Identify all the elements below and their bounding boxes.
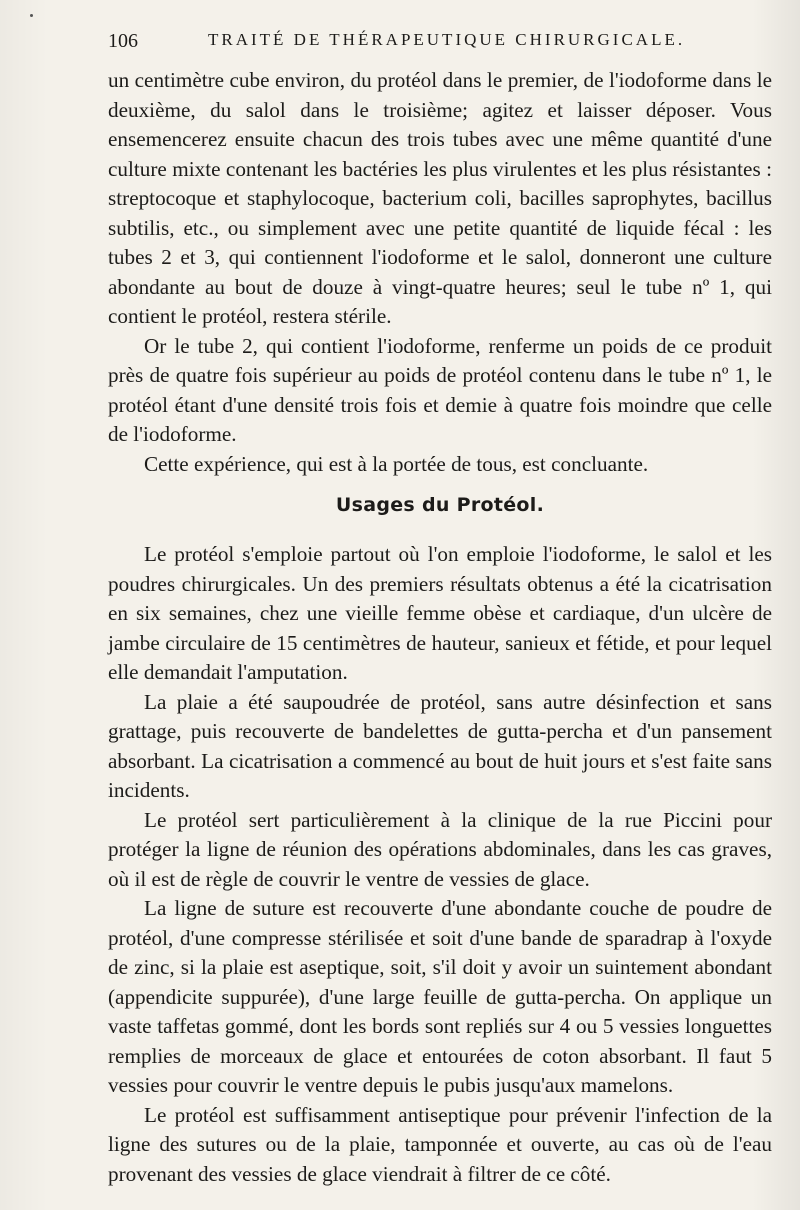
page-number: 106 (108, 30, 138, 52)
text-block-bottom (108, 540, 772, 1189)
paragraph-continuation: un centimètre cube environ, du protéol dans le premier, de l'iodoforme dans le deuxième, du salol dans le troisième; agitez et laisser déposer. Vous ensemencerez ensuite chacun des trois tubes avec une même quantité d'une culture mixte contenant les bactéries les plus virulentes et les plus résistantes : streptocoque et staphylocoque, bacterium coli, bacilles saprophytes, bacillus subtilis, etc., ou simplement avec une petite quantité de liquide fécal : les tubes 2 et 3, qui contiennent l'iodoforme et le salol, donneront une culture abondante au bout de douze à vingt-quatre heures; seul le tube nº 1, qui contient le protéol, restera stérile. (108, 68, 772, 328)
paper-speck (30, 14, 33, 17)
paragraph: Le protéol est suffisamment antiseptique pour prévenir l'infection de la ligne des sutures ou de la plaie, tamponnée et ouverte, au cas où de l'eau provenant des vessies de glace viendrait à filtrer de ce côté. (108, 1102, 772, 1186)
running-head (108, 24, 686, 52)
paragraph: La ligne de suture est recouverte d'une abondante couche de poudre de protéol, d'une compresse stérilisée et soit d'une bande de sparadrap à l'oxyde de zinc, si la plaie est aseptique, soit, s'il doit y avoir un suintement abondant (appendicite suppurée), d'une large feuille de gutta-percha. On applique un vaste taffetas gommé, dont les bords sont repliés sur 4 ou 5 vessies longuettes remplies de morceaux de glace et entourées de coton absorbant. Il faut 5 vessies pour couvrir le ventre depuis le pubis jusqu'aux mamelons. (108, 896, 772, 1097)
section-heading: Usages du Protéol. (335, 494, 545, 516)
running-title: TRAITÉ DE THÉRAPEUTIQUE CHIRURGICALE. (208, 30, 686, 49)
paragraph: Le protéol sert particulièrement à la clinique de la rue Piccini pour protéger la ligne de réunion des opérations abdominales, dans les cas graves, où il est de règle de couvrir le ventre de vessies de glace. (108, 807, 772, 891)
paragraph: Or le tube 2, qui contient l'iodoforme, renferme un poids de ce produit près de quatre fois supérieur au poids de protéol contenu dans le tube nº 1, le protéol étant d'une densité trois fois et demie à quatre fois moindre que celle de l'iodoforme. (108, 333, 772, 446)
paragraph: Cette expérience, qui est à la portée de tous, est concluante. (144, 451, 649, 476)
paragraph: Le protéol s'emploie partout où l'on emploie l'iodoforme, le salol et les poudres chirurgicales. Un des premiers résultats obtenus a été la cicatrisation en six semaines, chez une vieille femme obèse et cardiaque, d'un ulcère de jambe circulaire de 15 centimètres de hauteur, sanieux et fétide, et pour lequel elle demandait l'amputation. (108, 542, 772, 684)
paragraph: La plaie a été saupoudrée de protéol, sans autre désinfection et sans grattage, puis recouverte de bandelettes de gutta-percha et d'un pansement absorbant. La cicatrisation a commencé au bout de huit jours et s'est faite sans incidents. (108, 689, 772, 802)
text-block-top (108, 66, 772, 479)
